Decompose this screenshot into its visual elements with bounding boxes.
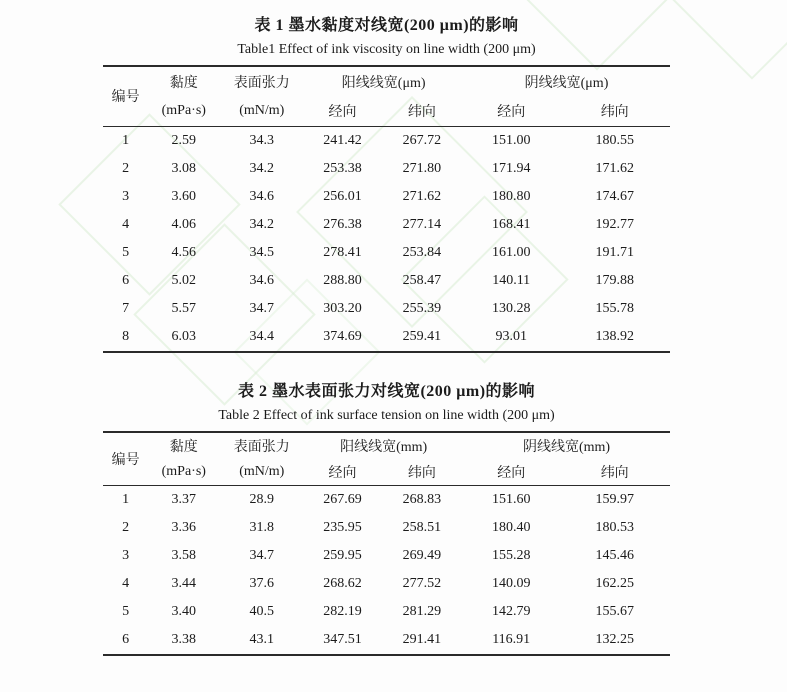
table-cell: 155.28 xyxy=(491,548,531,563)
table-cell: 1 xyxy=(122,492,130,507)
table-cell: 267.69 xyxy=(323,492,362,507)
table-cell: 171.94 xyxy=(491,160,531,176)
table2-title-en: Table 2 Effect of ink surface tension on line width (200 μm) xyxy=(218,407,555,423)
table-cell: 259.41 xyxy=(402,328,442,344)
table-cell: 271.80 xyxy=(402,160,442,176)
table-cell: 268.83 xyxy=(402,492,442,507)
table-cell: 43.1 xyxy=(249,632,274,647)
table-cell: 5.02 xyxy=(171,272,197,288)
table-cell: 347.51 xyxy=(323,632,362,647)
table-cell: 277.52 xyxy=(402,576,442,591)
table-cell: 116.91 xyxy=(492,632,531,647)
table-cell: 3.44 xyxy=(171,576,197,591)
table-cell: 132.25 xyxy=(595,632,634,647)
table-cell: 258.47 xyxy=(402,272,442,288)
table-row xyxy=(103,514,670,542)
header-id: 编号 xyxy=(111,90,140,106)
table-cell: 162.25 xyxy=(595,576,634,591)
header-weft: 纬向 xyxy=(407,465,436,481)
table-cell: 288.80 xyxy=(323,272,362,288)
table2 xyxy=(103,431,670,657)
table-row xyxy=(103,323,670,352)
table-cell: 34.7 xyxy=(249,548,274,563)
table-cell: 2.59 xyxy=(171,132,197,148)
header-negative-group: 阴线线宽(mm) xyxy=(522,439,611,455)
table-cell: 155.78 xyxy=(595,300,634,316)
table-cell: 4 xyxy=(122,576,130,591)
table-cell: 3.36 xyxy=(171,520,197,535)
table-row xyxy=(103,486,670,515)
header-warp: 经向 xyxy=(328,465,357,481)
table-cell: 241.42 xyxy=(323,132,362,148)
table-cell: 374.69 xyxy=(323,328,362,344)
table-cell: 291.41 xyxy=(402,632,442,647)
table-cell: 151.60 xyxy=(491,492,531,507)
table-cell: 2 xyxy=(122,520,130,535)
table-cell: 180.80 xyxy=(491,188,531,204)
table-cell: 259.95 xyxy=(323,548,362,563)
table1 xyxy=(103,65,670,353)
table-cell: 268.62 xyxy=(323,576,362,591)
table1-header xyxy=(103,66,670,126)
table-cell: 271.62 xyxy=(402,188,442,204)
table-cell: 276.38 xyxy=(323,216,362,232)
table-cell: 3 xyxy=(122,548,130,563)
table-cell: 34.7 xyxy=(249,300,274,316)
table-cell: 34.6 xyxy=(249,188,274,204)
header-weft: 纬向 xyxy=(600,104,629,120)
table-cell: 174.67 xyxy=(595,188,634,204)
table1-body xyxy=(103,126,670,352)
table-cell: 3.37 xyxy=(171,492,197,507)
table-row xyxy=(103,267,670,295)
table1-title-zh: 表 1 墨水黏度对线宽(200 μm)的影响 xyxy=(254,17,519,34)
table1-title-en: Table1 Effect of ink viscosity on line width (200 μm) xyxy=(237,42,536,57)
header-warp: 经向 xyxy=(497,465,526,481)
header-negative-group: 阴线线宽(μm) xyxy=(524,75,609,91)
table-cell: 40.5 xyxy=(249,604,274,619)
header-viscosity: 黏度 xyxy=(169,439,198,455)
table-row xyxy=(103,626,670,655)
table-cell: 256.01 xyxy=(323,188,362,204)
table-cell: 5.57 xyxy=(171,300,197,316)
table-cell: 34.2 xyxy=(249,160,274,176)
table-cell: 6 xyxy=(122,272,130,288)
table-cell: 180.40 xyxy=(491,520,531,535)
table-row xyxy=(103,211,670,239)
table-cell: 4 xyxy=(122,216,130,232)
table-cell: 180.53 xyxy=(595,520,634,535)
table-cell: 171.62 xyxy=(595,160,634,176)
table-cell: 8 xyxy=(122,328,130,344)
header-positive-group: 阳线线宽(mm) xyxy=(340,439,428,455)
table-cell: 34.5 xyxy=(249,244,274,260)
header-tension: 表面张力 xyxy=(233,75,290,91)
table-row xyxy=(103,126,670,155)
table2-body xyxy=(103,486,670,656)
table-cell: 130.28 xyxy=(491,300,531,316)
table-cell: 161.00 xyxy=(491,244,531,260)
table-cell: 191.71 xyxy=(595,244,634,260)
table-cell: 140.09 xyxy=(491,576,531,591)
table-cell: 151.00 xyxy=(491,132,531,148)
table-cell: 3.38 xyxy=(171,632,197,647)
table-cell: 1 xyxy=(122,132,130,148)
header-viscosity: 黏度 xyxy=(169,75,198,91)
table-row xyxy=(103,155,670,183)
table-row xyxy=(103,598,670,626)
table-cell: 255.39 xyxy=(402,300,442,316)
table-cell: 303.20 xyxy=(323,300,362,316)
table-cell: 34.4 xyxy=(249,328,274,344)
table-cell: 31.8 xyxy=(249,520,274,535)
table-row xyxy=(103,239,670,267)
table-cell: 4.56 xyxy=(171,244,197,260)
table-cell: 34.2 xyxy=(249,216,274,232)
table-row xyxy=(103,570,670,598)
table-cell: 3 xyxy=(122,188,130,204)
table-cell: 3.40 xyxy=(171,604,197,619)
table-row xyxy=(103,542,670,570)
table-cell: 155.67 xyxy=(595,604,634,619)
table-cell: 159.97 xyxy=(595,492,634,507)
table2-section xyxy=(103,379,670,657)
table-cell: 93.01 xyxy=(495,328,527,344)
table-cell: 258.51 xyxy=(402,520,442,535)
table-cell: 4.06 xyxy=(171,216,197,232)
table-cell: 145.46 xyxy=(595,548,634,563)
header-viscosity-unit: (mPa·s) xyxy=(161,463,206,479)
table-cell: 267.72 xyxy=(402,132,442,148)
table-cell: 6 xyxy=(122,632,130,647)
table-cell: 278.41 xyxy=(323,244,362,260)
table2-title-zh: 表 2 墨水表面张力对线宽(200 μm)的影响 xyxy=(237,382,536,400)
table-cell: 192.77 xyxy=(595,216,634,232)
header-weft: 纬向 xyxy=(600,465,629,481)
table-cell: 253.84 xyxy=(402,244,442,260)
table-cell: 281.29 xyxy=(402,604,442,619)
table-cell: 28.9 xyxy=(249,492,274,507)
table2-header xyxy=(103,432,670,486)
table-cell: 277.14 xyxy=(402,216,442,232)
header-positive-group: 阳线线宽(μm) xyxy=(341,75,426,91)
table-cell: 3.08 xyxy=(171,160,197,176)
header-id: 编号 xyxy=(111,452,140,468)
table-cell: 5 xyxy=(122,604,130,619)
table-cell: 140.11 xyxy=(492,272,531,288)
header-viscosity-unit: (mPa·s) xyxy=(161,102,206,118)
table-cell: 179.88 xyxy=(595,272,634,288)
table-cell: 5 xyxy=(122,244,130,260)
table-cell: 180.55 xyxy=(595,132,634,148)
table-cell: 2 xyxy=(122,160,130,176)
table-cell: 6.03 xyxy=(171,328,197,344)
header-tension-unit: (mN/m) xyxy=(239,102,285,118)
table-cell: 34.6 xyxy=(249,272,274,288)
table-cell: 168.41 xyxy=(491,216,531,232)
header-tension: 表面张力 xyxy=(233,439,290,455)
table-cell: 282.19 xyxy=(323,604,362,619)
table-cell: 253.38 xyxy=(323,160,362,176)
table-cell: 269.49 xyxy=(402,548,442,563)
table-cell: 3.58 xyxy=(171,548,197,563)
table-row xyxy=(103,295,670,323)
header-tension-unit: (mN/m) xyxy=(239,463,285,479)
table-cell: 142.79 xyxy=(491,604,531,619)
table-cell: 37.6 xyxy=(249,576,274,591)
table-cell: 3.60 xyxy=(171,188,197,204)
header-warp: 经向 xyxy=(497,104,526,120)
header-weft: 纬向 xyxy=(407,104,436,120)
table-cell: 34.3 xyxy=(249,132,274,148)
table-cell: 235.95 xyxy=(323,520,362,535)
table-cell: 138.92 xyxy=(595,328,634,344)
table1-section xyxy=(103,13,670,353)
table-cell: 7 xyxy=(122,300,130,316)
table-row xyxy=(103,183,670,211)
header-warp: 经向 xyxy=(328,104,357,120)
